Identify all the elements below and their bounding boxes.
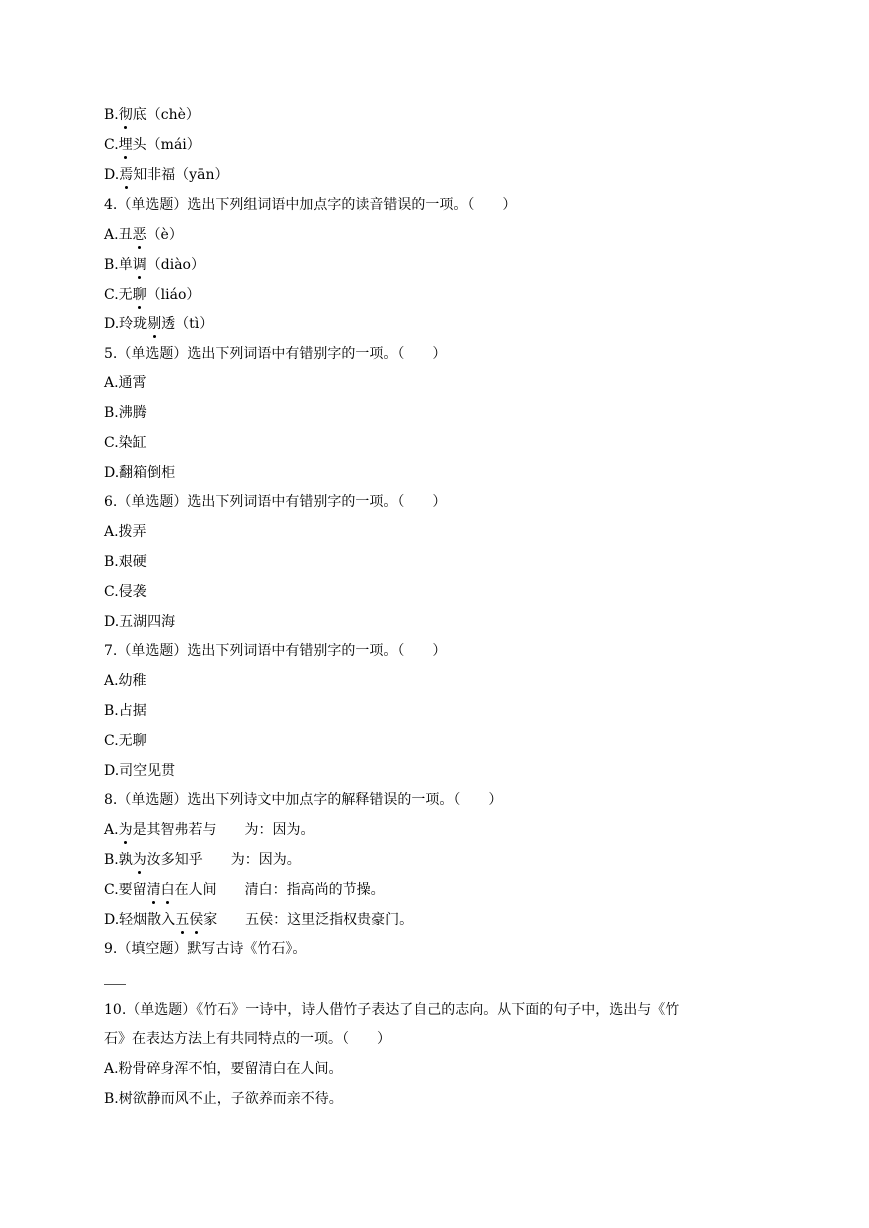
option-10b <box>104 1090 343 1108</box>
text-run: C.要留 <box>104 882 147 898</box>
option-5a <box>104 374 147 392</box>
option-10a <box>104 1060 343 1078</box>
text-run: A. <box>104 822 119 838</box>
text-run: 5.（单选题）选出下列词语中有错别字的一项。（ ） <box>104 346 447 362</box>
text-run: 知非福（yān） <box>133 167 229 183</box>
text-run: 6.（单选题）选出下列词语中有错别字的一项。（ ） <box>104 494 447 510</box>
text-run: A.通霄 <box>104 375 147 391</box>
emphasis-dot-char: 焉 <box>119 167 134 183</box>
text-run: 是其智弗若与 为：因为。 <box>132 822 315 838</box>
option-3c <box>104 136 201 154</box>
option-8a <box>104 821 315 839</box>
text-run: 底（chè） <box>132 107 200 123</box>
option-5b <box>104 404 147 422</box>
option-6d <box>104 613 175 631</box>
text-run: C.侵袭 <box>104 584 147 600</box>
text-run: B.艰硬 <box>104 554 147 570</box>
option-6b <box>104 553 147 571</box>
emphasis-dot-char: 白 <box>160 882 175 898</box>
emphasis-dot-char: 剔 <box>147 316 162 332</box>
text-run: （liáo） <box>146 287 201 303</box>
question-5 <box>104 345 446 363</box>
text-run: B.孰 <box>104 852 133 868</box>
option-6a <box>104 523 147 541</box>
question-10-line-2 <box>104 1030 391 1048</box>
text-run: 头（mái） <box>132 137 201 153</box>
emphasis-dot-char: 为 <box>132 852 147 868</box>
option-5c <box>104 434 147 452</box>
option-4d <box>104 315 213 333</box>
emphasis-dot-char: 清 <box>146 882 161 898</box>
text-run: 9.（填空题）默写古诗《竹石》。 <box>104 941 307 957</box>
emphasis-dot-char: 彻 <box>118 107 133 123</box>
text-run: （diào） <box>146 257 205 273</box>
text-run: D.五湖四海 <box>104 614 176 630</box>
question-9 <box>104 940 306 958</box>
text-run: D. <box>104 167 120 183</box>
option-3d <box>104 166 228 184</box>
emphasis-dot-char: 侯 <box>189 912 204 928</box>
option-3b <box>104 106 200 124</box>
text-run: A.丑 <box>104 227 133 243</box>
emphasis-dot-char: 为 <box>118 822 133 838</box>
emphasis-dot-char: 五 <box>175 912 190 928</box>
text-run: D.司空见贯 <box>104 763 176 779</box>
text-run: 透（tì） <box>161 316 214 332</box>
question-7 <box>104 642 446 660</box>
answer-blank-line <box>104 984 126 985</box>
text-run: C.无 <box>104 287 133 303</box>
option-8d <box>104 911 413 929</box>
question-8 <box>104 791 502 809</box>
text-run: B.沸腾 <box>104 405 147 421</box>
text-run: B.占据 <box>104 703 147 719</box>
text-run: （è） <box>146 227 183 243</box>
text-run: A.拨弄 <box>104 524 147 540</box>
option-4a <box>104 226 183 244</box>
emphasis-dot-char: 调 <box>132 257 147 273</box>
question-4 <box>104 196 516 214</box>
text-run: D.轻烟散入 <box>104 912 176 928</box>
text-run: 在人间 清白：指高尚的节操。 <box>174 882 385 898</box>
emphasis-dot-char: 聊 <box>132 287 147 303</box>
text-run: C. <box>104 137 119 153</box>
emphasis-dot-char: 恶 <box>132 227 147 243</box>
text-run: C.染缸 <box>104 435 147 451</box>
text-run: B.单 <box>104 257 133 273</box>
text-run: 汝多知乎 为：因为。 <box>146 852 301 868</box>
text-run: A.幼稚 <box>104 673 147 689</box>
option-4c <box>104 286 200 304</box>
text-run: D.翻箱倒柜 <box>104 465 176 481</box>
text-run: 石》在表达方法上有共同特点的一项。（ ） <box>104 1031 391 1047</box>
text-run: 4.（单选题）选出下列组词语中加点字的读音错误的一项。（ ） <box>104 197 517 213</box>
option-7b <box>104 702 147 720</box>
text-run: C.无聊 <box>104 733 147 749</box>
emphasis-dot-char: 埋 <box>118 137 133 153</box>
text-run: 家 五侯：这里泛指权贵豪门。 <box>203 912 414 928</box>
option-7c <box>104 732 147 750</box>
question-6 <box>104 493 446 511</box>
option-7a <box>104 672 147 690</box>
option-8c <box>104 881 385 899</box>
option-6c <box>104 583 147 601</box>
text-run: D.玲珑 <box>104 316 148 332</box>
text-run: B. <box>104 107 119 123</box>
text-run: 10.（单选题）《竹石》一诗中，诗人借竹子表达了自己的志向。从下面的句子中，选出与《竹 <box>104 1002 680 1018</box>
option-7d <box>104 762 175 780</box>
text-run: 7.（单选题）选出下列词语中有错别字的一项。（ ） <box>104 643 447 659</box>
option-5d <box>104 464 175 482</box>
text-run: B.树欲静而风不止，子欲养而亲不待。 <box>104 1091 343 1107</box>
text-run: 8.（单选题）选出下列诗文中加点字的解释错误的一项。（ ） <box>104 792 503 808</box>
question-10-line-1 <box>104 1001 679 1019</box>
text-run: A.粉骨碎身浑不怕，要留清白在人间。 <box>104 1061 343 1077</box>
option-4b <box>104 256 205 274</box>
option-8b <box>104 851 301 869</box>
